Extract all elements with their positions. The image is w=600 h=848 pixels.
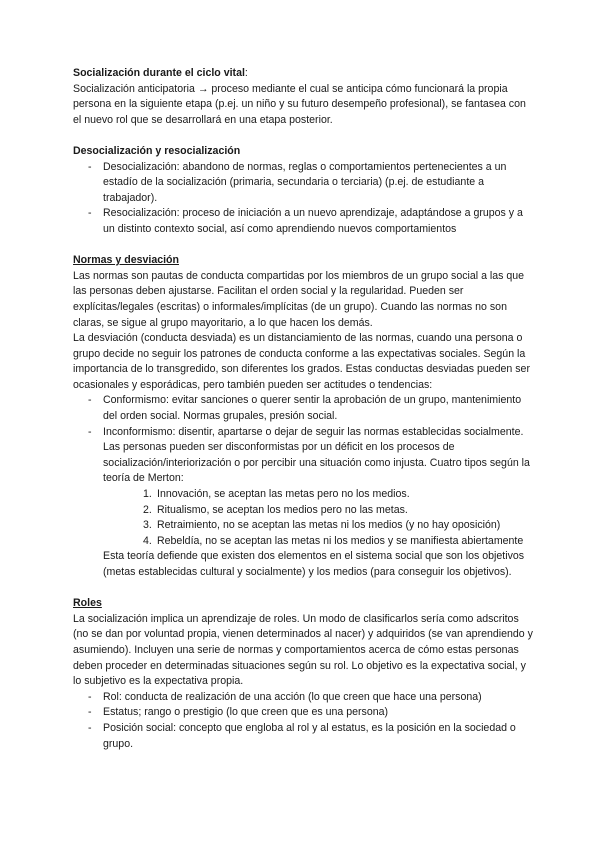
list-item: - Posición social: concepto que engloba al rol y al estatus, es la posición en la sociedad o grupo. bbox=[73, 721, 535, 752]
heading-norms: Normas y desviación bbox=[73, 254, 179, 267]
list-item: 4. Rebeldía, no se aceptan las metas ni los medios y se manifiesta abiertamente bbox=[143, 534, 524, 547]
paragraph-merton-theory: Esta teoría defiende que existen dos elementos en el sistema social que son los objetivos (metas establecidas cultural y socialmente) y los medios (para conseguir los objetivos). bbox=[103, 550, 525, 578]
paragraph-roles: La socialización implica un aprendizaje de roles. Un modo de clasificarlos sería como adscritos (no se dan por voluntad propia, vienen determinados al nacer) y adquiridos (se van aprendiendo y asumiendo). Incluyen una serie de normas y comportamientos acerca de cómo estas personas deben proceder en determinadas situaciones según su rol. Lo objetivo es la expectativa social, y lo subjetivo es la expectativa propia. bbox=[73, 612, 533, 688]
heading-desocialization: Desocialización y resocialización bbox=[73, 144, 241, 157]
paragraph-norms: Las normas son pautas de conducta compartidas por los miembros de un grupo social a las que las personas deben ajustarse. Facilitan el orden social y la regularidad. Pueden ser explícitas/legales (escritas) o informales/implícitas (de un grupo). Cuando las normas no son claras, se sigue al grupo mayoritario, a lo que hacen los demás. bbox=[73, 269, 525, 329]
list-item: 1. Innovación, se aceptan las metas pero no los medios. bbox=[143, 488, 410, 501]
document-body bbox=[73, 66, 535, 752]
list-item: - Resocialización: proceso de iniciación a un nuevo aprendizaje, adaptándose a grupos y a un distinto contexto social, así como aprendiendo nuevos comportamientos bbox=[73, 206, 535, 237]
list-desocialization bbox=[73, 160, 535, 238]
list-item-nonconformism: - Inconformismo: disentir, apartarse o dejar de seguir las normas establecidas socialmente. Las personas pueden ser disconformistas por un déficit en los procesos de socialización/interiorización o por percibir una situación como injusta. Cuatro tipos según la teoría de Merton: 1. Innovación, se aceptan las metas pero no los medios. 2. Ritualismo, se aceptan los medios pero no las metas. 3. Retraimiento, no se aceptan las metas ni los medios (y no hay oposición) 4. Rebeldía, no se aceptan las metas ni los medios y se manifiesta abiertamente bbox=[73, 425, 535, 550]
paragraph-anticipatory: Socialización anticipatoria → proceso mediante el cual se anticipa cómo funcionará la propia persona en la siguiente etapa (p.ej. un niño y su futuro desempeño profesional), se fantasea con el nuevo rol que se desarrollará en una etapa posterior. bbox=[73, 82, 526, 126]
merton-types-list bbox=[103, 487, 535, 549]
list-item: - Desocialización: abandono de normas, reglas o comportamientos pertenecientes a un estadío de la socialización (primaria, secundaria o terciaria) (p.ej. de estudiante a trabajador). bbox=[73, 160, 535, 207]
list-item-conformism: - Conformismo: evitar sanciones o querer sentir la aprobación de un grupo, mantenimiento del orden social. Normas grupales, presión social. bbox=[73, 393, 535, 424]
list-attitudes bbox=[73, 393, 535, 549]
paragraph-deviation: La desviación (conducta desviada) es un distanciamiento de las normas, cuando una persona o grupo decide no seguir los patrones de conducta conforme a las expectativas sociales. Según la importancia de lo transgredido, son diferentes los grados. Estas conductas desviadas pueden ser ocasionales y esporádicas, pero también pueden ser actitudes o tendencias: bbox=[73, 332, 530, 391]
list-item: 3. Retraimiento, no se aceptan las metas ni los medios (y no hay oposición) bbox=[143, 519, 501, 532]
heading-lifecycle: Socialización durante el ciclo vital bbox=[73, 67, 245, 79]
heading-roles: Roles bbox=[73, 597, 102, 610]
section-lifecycle: Socialización durante el ciclo vital: bbox=[73, 67, 248, 79]
list-roles bbox=[73, 690, 535, 752]
list-item: - Estatus; rango o prestigio (lo que creen que es una persona) bbox=[73, 705, 535, 721]
list-item: 2. Ritualismo, se aceptan los medios pero no las metas. bbox=[143, 503, 408, 516]
list-item: - Rol: conducta de realización de una acción (lo que creen que hace una persona) bbox=[73, 690, 535, 706]
